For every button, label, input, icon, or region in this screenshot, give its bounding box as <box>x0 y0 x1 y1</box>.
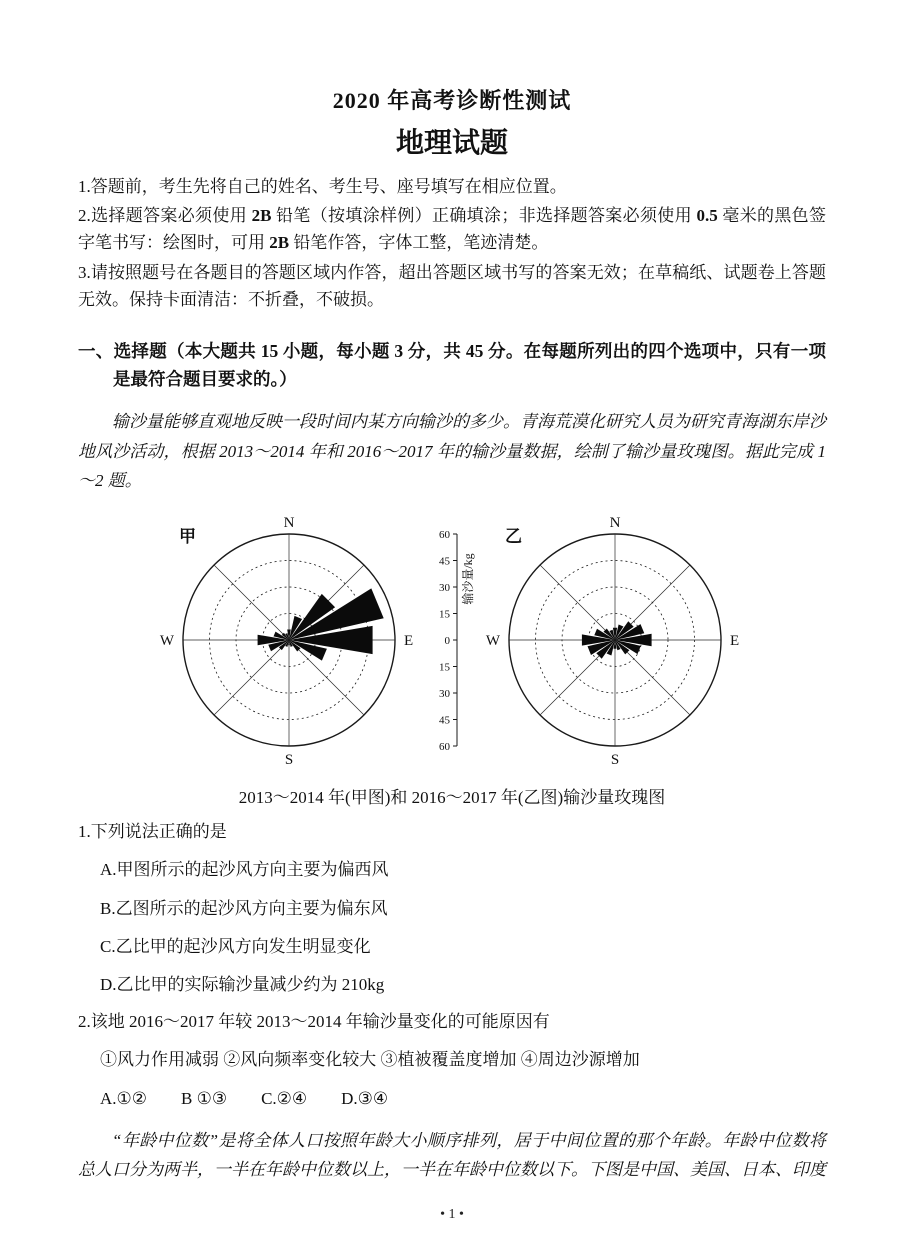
page-subtitle: 地理试题 <box>395 128 508 159</box>
axis-tick-label: 15 <box>439 608 450 621</box>
instruction-2-text: 毫米的黑色签字笔书写：绘图时，可用 <box>78 206 827 253</box>
instruction-2-text: 2.选择题答案必须使用 <box>78 206 252 226</box>
instruction-2-text: 铅笔作答，字体工整，笔迹清楚。 <box>289 233 549 253</box>
compass-label-S: S <box>610 752 620 769</box>
q1-option-a: A.甲图所示的起沙风方向主要为偏西风 <box>100 860 389 880</box>
axis-title: 输沙量/kg <box>461 553 475 605</box>
instruction-2-text: 铅笔（按填涂样例）正确填涂；非选择题答案必须使用 <box>271 206 697 226</box>
q1-option-c: C.乙比甲的起沙风方向发生明显变化 <box>100 936 371 956</box>
axis-tick-label: 45 <box>439 714 450 727</box>
question-2 <box>78 1008 826 1112</box>
compass-label-W: W <box>159 633 174 650</box>
compass-label-N: N <box>283 515 295 532</box>
figure-rose-diagrams <box>78 506 826 779</box>
page-title: 2020 年高考诊断性测试 <box>332 88 572 113</box>
compass-label-W: W <box>485 633 500 650</box>
q2-stem: 2.该地 2016～2017 年较 2013～2014 年输沙量变化的可能原因有 <box>78 1012 550 1032</box>
axis-tick-label: 15 <box>439 661 450 674</box>
instruction-2-bold-05: 0.5 <box>696 206 718 226</box>
q1-option-d: D.乙比甲的实际输沙量减少约为 210kg <box>100 974 385 994</box>
compass-label-S: S <box>284 752 294 769</box>
compass-label-E: E <box>404 633 414 650</box>
axis-tick-label: 30 <box>439 582 450 595</box>
instruction-1: 1.答题前，考生先将自己的姓名、考生号、座号填写在相应位置。 <box>78 177 567 196</box>
passage-median-age: “年龄中位数”是将全体人口按照年龄大小顺序排列，居于中间位置的那个年龄。年龄中位数将总人口分为两半，一半在年龄中位数以上，一半在年龄中位数以下。下图是中国、美国、日本、印度 <box>78 1130 826 1180</box>
figure-caption: 2013～2014 年(甲图)和 2016～2017 年(乙图)输沙量玫瑰图 <box>238 788 666 808</box>
q1-stem: 1.下列说法正确的是 <box>78 822 227 842</box>
instruction-2 <box>78 202 826 256</box>
instruction-2-bold-2b: 2B <box>269 233 290 253</box>
compass-label-E: E <box>730 633 740 650</box>
rose-title: 乙 <box>505 527 522 547</box>
rose-svg <box>155 506 423 774</box>
rose-title: 甲 <box>179 527 196 547</box>
instruction-2-bold-2b: 2B <box>251 206 272 226</box>
rose-svg <box>481 506 749 774</box>
compass-label-N: N <box>609 515 621 532</box>
axis-svg <box>423 506 481 774</box>
rose-axis <box>423 506 481 779</box>
rose-chart-right <box>481 506 749 779</box>
page-number: • 1 • <box>440 1207 464 1223</box>
q1-option-b: B.乙图所示的起沙风方向主要为偏东风 <box>100 898 388 918</box>
rose-chart-left <box>155 506 423 779</box>
axis-tick-label: 30 <box>439 688 450 701</box>
axis-tick-label: 60 <box>439 529 450 542</box>
section-heading: 一、选择题（本大题共 15 小题，每小题 3 分，共 45 分。在每题所列出的四个选项中，只有一项是最符合题目要求的。） <box>78 340 826 389</box>
question-1 <box>78 818 826 998</box>
axis-tick-label: 45 <box>439 555 450 568</box>
axis-tick-label: 60 <box>439 741 450 754</box>
axis-tick-label: 0 <box>444 635 450 648</box>
q2-causes: ①风力作用减弱 ②风向频率变化较大 ③植被覆盖度增加 ④周边沙源增加 <box>100 1050 640 1070</box>
passage-intro: 输沙量能够直观地反映一段时间内某方向输沙的多少。青海荒漠化研究人员为研究青海湖东岸沙地风沙活动，根据 2013～2014 年和 2016～2017 年的输沙量数据，绘制了输沙量玫瑰图。据此完成 1～2 题。 <box>78 411 826 491</box>
q2-answers: A.①② B ①③ C.②④ D.③④ <box>100 1088 389 1108</box>
instruction-3: 3.请按照题号在各题目的答题区域内作答，超出答题区域书写的答案无效；在草稿纸、试题卷上答题无效。保持卡面清洁：不折叠，不破损。 <box>78 262 826 309</box>
